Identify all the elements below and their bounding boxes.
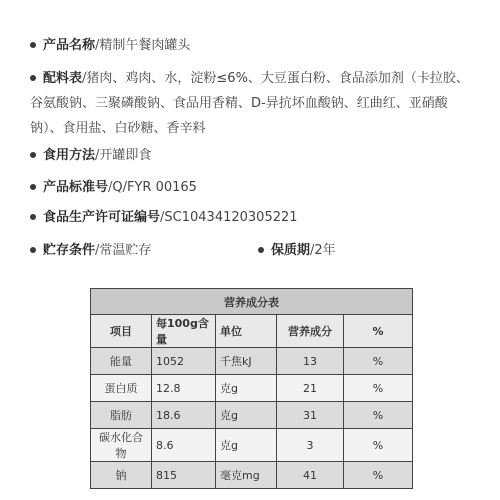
row-unit: 毫克mg (216, 462, 277, 489)
row-pct: % (344, 402, 413, 429)
separator: / (108, 180, 113, 195)
row-amount: 1052 (152, 348, 216, 375)
row-amount: 12.8 (152, 375, 216, 402)
separator: / (160, 210, 165, 225)
row-item: 脂肪 (91, 402, 152, 429)
nutrition-header-row (91, 315, 413, 348)
ingredients-line (30, 66, 475, 141)
header-amount: 每100g含量 (152, 315, 216, 348)
usage-line (30, 145, 151, 166)
bullet-icon (30, 42, 36, 48)
row-item: 蛋白质 (91, 375, 152, 402)
license-label: 食品生产许可证编号 (43, 210, 161, 225)
product-name-value: 精制午餐肉罐头 (99, 38, 191, 53)
row-nrv: 13 (277, 348, 344, 375)
row-nrv: 31 (277, 402, 344, 429)
separator: / (95, 38, 100, 53)
usage-value: 开罐即食 (99, 148, 152, 163)
header-pct: % (344, 315, 413, 348)
storage-value: 常温贮存 (99, 243, 152, 258)
bullet-icon (30, 247, 36, 253)
header-nrv: 营养成分 (277, 315, 344, 348)
table-row (91, 462, 413, 489)
usage-label: 食用方法 (43, 148, 96, 163)
row-nrv: 41 (277, 462, 344, 489)
shelf-life-value: 2年 (314, 243, 336, 258)
nutrition-table-title: 营养成分表 (91, 289, 413, 315)
nutrition-table (90, 288, 413, 489)
table-row (91, 348, 413, 375)
ingredients-label: 配料表 (43, 71, 83, 86)
row-unit: 千焦kJ (216, 348, 277, 375)
row-pct: % (344, 429, 413, 462)
shelf-life-line (258, 240, 336, 261)
product-name-line (30, 35, 190, 56)
row-pct: % (344, 375, 413, 402)
bullet-icon (30, 75, 36, 81)
header-item: 项目 (91, 315, 152, 348)
shelf-life-label: 保质期 (271, 243, 311, 258)
row-unit: 克g (216, 375, 277, 402)
product-name-label: 产品名称 (43, 38, 96, 53)
storage-line (30, 240, 151, 261)
separator: / (95, 243, 100, 258)
table-row (91, 375, 413, 402)
storage-label: 贮存条件 (43, 243, 96, 258)
bullet-icon (30, 184, 36, 190)
row-nrv: 3 (277, 429, 344, 462)
row-item: 能量 (91, 348, 152, 375)
standard-value: Q/FYR 00165 (112, 180, 197, 195)
bullet-icon (258, 247, 264, 253)
separator: / (82, 71, 87, 86)
row-pct: % (344, 462, 413, 489)
row-amount: 18.6 (152, 402, 216, 429)
license-line (30, 207, 298, 228)
row-unit: 克g (216, 402, 277, 429)
row-item: 碳水化合物 (91, 429, 152, 462)
row-pct: % (344, 348, 413, 375)
row-amount: 8.6 (152, 429, 216, 462)
separator: / (95, 148, 100, 163)
header-unit: 单位 (216, 315, 277, 348)
table-row (91, 402, 413, 429)
row-item: 钠 (91, 462, 152, 489)
table-row (91, 429, 413, 462)
standard-line (30, 177, 197, 198)
license-value: SC10434120305221 (164, 210, 298, 225)
separator: / (310, 243, 315, 258)
bullet-icon (30, 214, 36, 220)
row-nrv: 21 (277, 375, 344, 402)
row-unit: 克g (216, 429, 277, 462)
standard-label: 产品标准号 (43, 180, 109, 195)
bullet-icon (30, 152, 36, 158)
ingredients-value: 猪肉、鸡肉、水，淀粉≤6%、大豆蛋白粉、食品添加剂（卡拉胶、谷氨酸钠、三聚磷酸钠、食品用香精、D-异抗坏血酸钠、红曲红、亚硝酸钠）、食用盐、白砂糖、香辛料 (30, 71, 469, 136)
row-amount: 815 (152, 462, 216, 489)
